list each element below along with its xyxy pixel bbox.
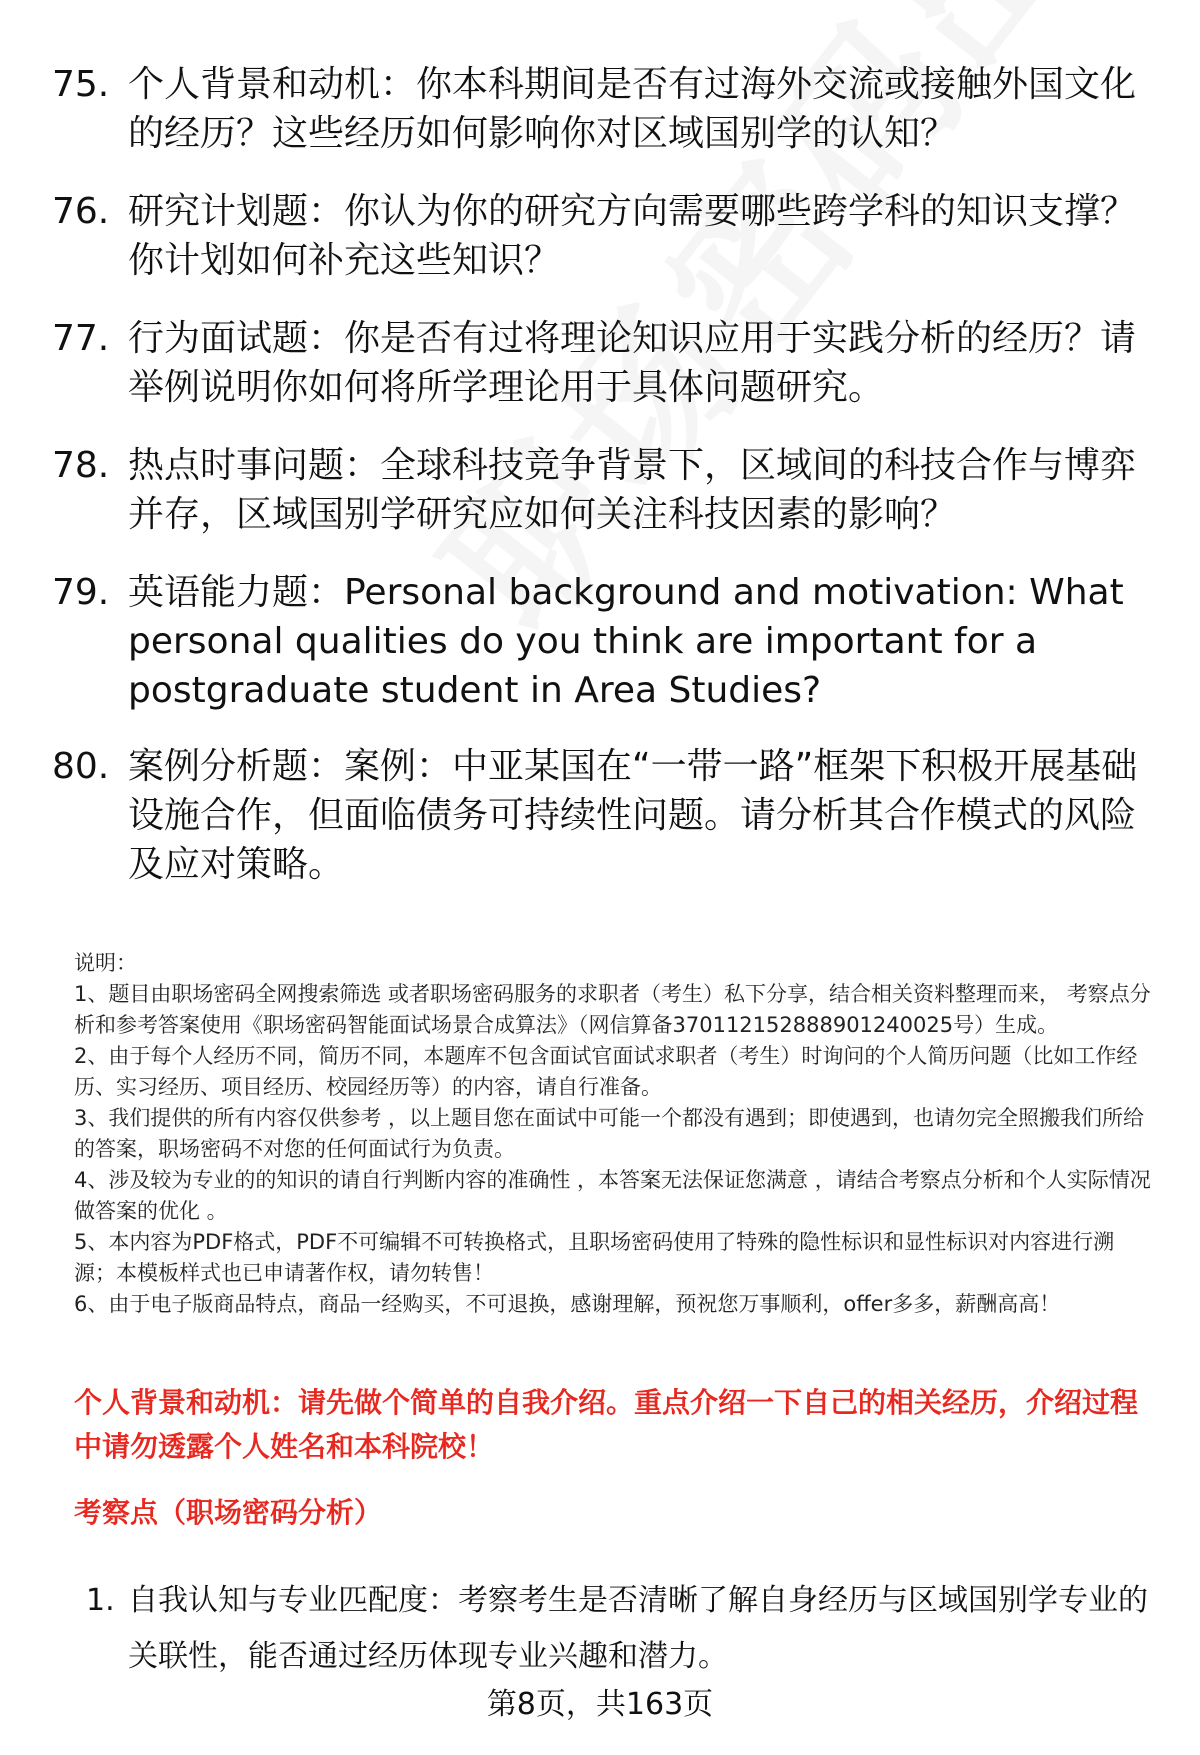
note-item: 5、本内容为PDF格式，PDF不可编辑不可转换格式，且职场密码使用了特殊的隐性标识和显性标识对内容进行溯源；本模板样式也已申请著作权，请勿转售！ — [74, 1230, 1115, 1285]
question-title: 个人背景和动机：请先做个简单的自我介绍。重点介绍一下自己的相关经历，介绍过程中请勿透露个人姓名和本科院校！ — [74, 1386, 1139, 1463]
analysis-text: 自我认知与专业匹配度：考察考生是否清晰了解自身经历与区域国别学专业的关联性，能否通过经历体现专业兴趣和潜力。 — [128, 1583, 1148, 1674]
question-text: 行为面试题：你是否有过将理论知识应用于实践分析的经历？请举例说明你如何将所学理论用于具体问题研究。 — [128, 318, 1137, 408]
question-item — [52, 314, 1152, 412]
question-number: 76. — [52, 191, 110, 232]
analysis-number: 1. — [86, 1583, 115, 1618]
question-number: 79. — [52, 572, 110, 613]
analysis-item — [86, 1573, 1160, 1685]
question-item — [52, 441, 1152, 539]
analysis-title: 考察点（职场密码分析） — [74, 1496, 383, 1529]
notes-section — [74, 948, 1156, 1320]
note-item: 3、我们提供的所有内容仅供参考 ，以上题目您在面试中可能一个都没有遇到；即使遇到，也请勿完全照搬我们所给的答案，职场密码不对您的任何面试行为负责。 — [74, 1106, 1145, 1161]
question-text: 热点时事问题：全球科技竞争背景下，区域间的科技合作与博弈并存，区域国别学研究应如何关注科技因素的影响？ — [128, 445, 1137, 535]
page-footer: 第8页，共163页 — [486, 1687, 714, 1722]
question-number: 75. — [52, 64, 110, 105]
question-list — [52, 60, 1152, 918]
question-text: 个人背景和动机：你本科期间是否有过海外交流或接触外国文化的经历？这些经历如何影响你对区域国别学的认知？ — [128, 64, 1137, 154]
question-text: 研究计划题：你认为你的研究方向需要哪些跨学科的知识支撑？你计划如何补充这些知识？ — [128, 191, 1137, 281]
note-item: 4、涉及较为专业的的知识的请自行判断内容的准确性 ，本答案无法保证您满意 ，请结合考察点分析和个人实际情况做答案的优化 。 — [74, 1168, 1151, 1223]
question-item — [52, 742, 1152, 889]
question-number: 77. — [52, 318, 110, 359]
question-text: 案例分析题：案例：中亚某国在“一带一路”框架下积极开展基础设施合作，但面临债务可持续性问题。请分析其合作模式的风险及应对策略。 — [128, 746, 1138, 885]
note-item: 2、由于每个人经历不同，简历不同，本题库不包含面试官面试求职者（考生）时询问的个人简历问题（比如工作经历、实习经历、项目经历、校园经历等）的内容，请自行准备。 — [74, 1044, 1138, 1099]
question-item — [52, 187, 1152, 285]
question-item — [52, 60, 1152, 158]
question-number: 80. — [52, 746, 110, 787]
note-item: 1、题目由职场密码全网搜索筛选 或者职场密码服务的求职者（考生）私下分享，结合相关资料整理而来， 考察点分析和参考答案使用《职场密码智能面试场景合成算法》（网信算备370112152888901240025号）生成。 — [74, 982, 1151, 1037]
question-item — [52, 568, 1152, 715]
notes-heading: 说明： — [74, 951, 137, 975]
question-number: 78. — [52, 445, 110, 486]
question-text: 英语能力题：Personal background and motivation: What personal qualities do you think are important for a postgraduate student in Area Studies? — [128, 572, 1124, 711]
note-item: 6、由于电子版商品特点，商品一经购买，不可退换，感谢理解，预祝您万事顺利，offer多多，薪酬高高！ — [74, 1292, 1061, 1316]
